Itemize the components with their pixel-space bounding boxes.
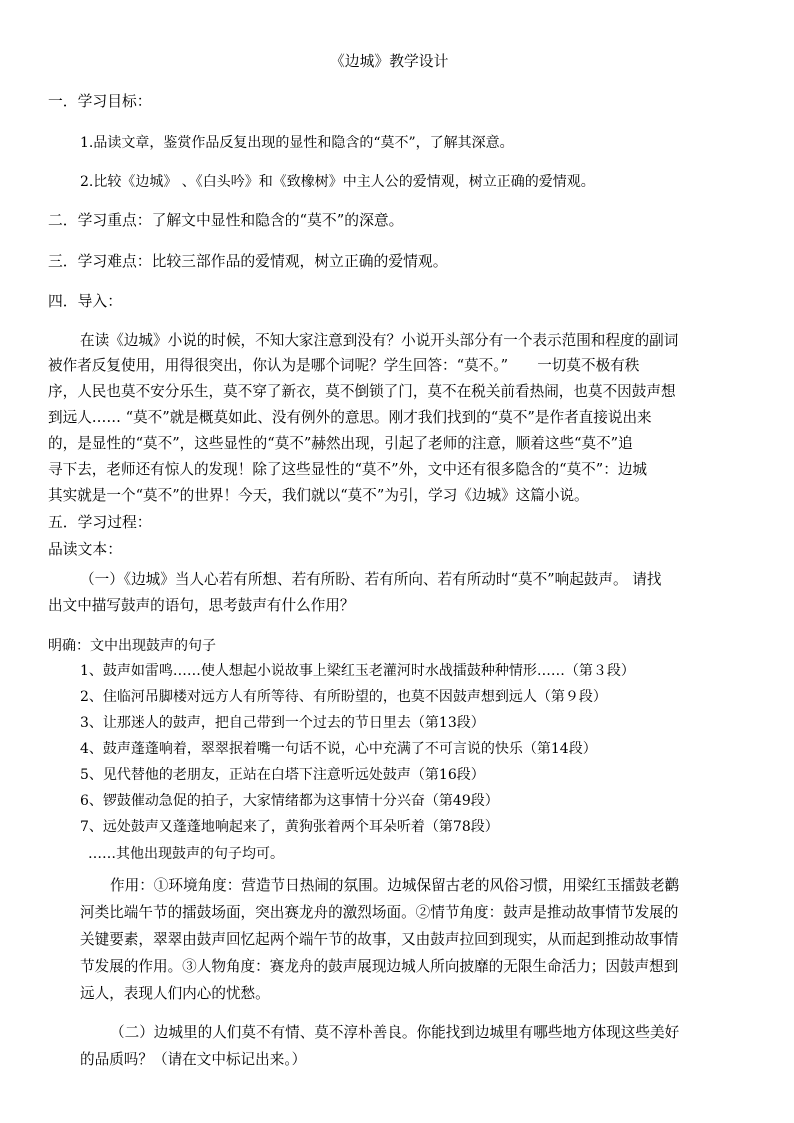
section-1-heading: 一．学习目标： [48,93,152,110]
section-2-key-points: 二．学习重点：了解文中显性和隐含的“莫不”的深意。 [48,212,404,229]
effect-line: 远人，表现人们内心的忧愁。 [80,985,270,1002]
question-2-line: 的品质吗？（请在文中标记出来。） [80,1051,307,1068]
list-item: 5、见代替他的老朋友，正站在白塔下注意听远处鼓声（第16段） [80,767,485,783]
intro-line: 到远人…… “莫不”就是概莫如此、没有例外的意思。刚才我们找到的“莫不”是作者直接说出来 [48,409,652,426]
objective-item-2: 2.比较《边城》 、《白头吟》和《致橡树》中主人公的爱情观，树立正确的爱情观。 [80,174,595,190]
question-1-line: （一）《边城》当人心若有所想、若有所盼、若有所向、若有所动时“莫不”响起鼓声。 请找 [80,571,662,588]
other-sentences-note: ……其他出现鼓声的句子均可。 [88,846,284,862]
list-item: 1、鼓声如雷鸣……使人想起小说故事上梁红玉老灌河时水战擂鼓种种情形……（第３段） [80,663,635,679]
effect-line: 节发展的作用。③人物角度：赛龙舟的鼓声展现边城人所向披靡的无限生命活力；因鼓声想到 [80,958,679,975]
intro-line: 其实就是一个“莫不”的世界！今天，我们就以“莫不”为引，学习《边城》这篇小说。 [48,487,589,504]
list-item: 2、住临河吊脚楼对远方人有所等待、有所盼望的，也莫不因鼓声想到远人（第９段） [80,689,607,705]
effect-line: 作用：①环境角度：营造节日热闹的氛围。边城保留古老的风俗习惯，用梁红玉擂鼓老鹳 [110,877,680,894]
clarification-label: 明确：文中出现鼓声的句子 [48,638,216,654]
page-title: 《边城》教学设计 [330,53,449,70]
effect-line: 河类比端午节的擂鼓场面，突出赛龙舟的激烈场面。②情节角度：鼓声是推动故事情节发展的 [80,904,679,921]
intro-line: 被作者反复使用，用得很突出，你认为是哪个词呢？学生回答：“莫不。” 一切莫不极有秩 [48,357,640,374]
reading-subheading: 品读文本： [48,541,122,558]
question-1-line: 出文中描写鼓声的语句，思考鼓声有什么作用？ [48,597,355,614]
intro-line: 序，人民也莫不安分乐生，莫不穿了新衣，莫不倒锁了门，莫不在税关前看热闹，也莫不因鼓声想 [48,383,676,400]
intro-line: 在读《边城》小说的时候，不知大家注意到没有？小说开头部分有一个表示范围和程度的副词 [80,332,679,349]
list-item: 4、鼓声蓬蓬响着，翠翠抿着嘴一句话不说，心中充满了不可言说的快乐（第14段） [80,741,597,757]
intro-line: 的，是显性的“莫不”，这些显性的“莫不”赫然出现，引起了老师的注意，顺着这些“莫不”追 [48,435,633,452]
list-item: 7、远处鼓声又蓬蓬地响起来了，黄狗张着两个耳朵听着（第78段） [80,819,499,835]
list-item: 6、锣鼓催动急促的拍子，大家情绪都为这事情十分兴奋（第49段） [80,793,499,809]
question-2-line: （二）边城里的人们莫不有情、莫不淳朴善良。你能找到边城里有哪些地方体现这些美好 [110,1024,680,1041]
section-4-heading: 四．导入： [48,293,122,310]
objective-item-1: 1.品读文章，鉴赏作品反复出现的显性和隐含的“莫不”，了解其深意。 [80,135,514,151]
list-item: 3、让那迷人的鼓声，把自己带到一个过去的节日里去（第13段） [80,715,485,731]
section-3-difficulties: 三．学习难点：比较三部作品的爱情观，树立正确的爱情观。 [48,253,448,270]
intro-line: 寻下去，老师还有惊人的发现！除了这些显性的“莫不”外，文中还有很多隐含的“莫不”：边城 [48,461,648,478]
effect-line: 关键要素，翠翠由鼓声回忆起两个端午节的故事，又由鼓声拉回到现实，从而起到推动故事情 [80,931,679,948]
section-5-heading: 五．学习过程： [48,514,152,531]
